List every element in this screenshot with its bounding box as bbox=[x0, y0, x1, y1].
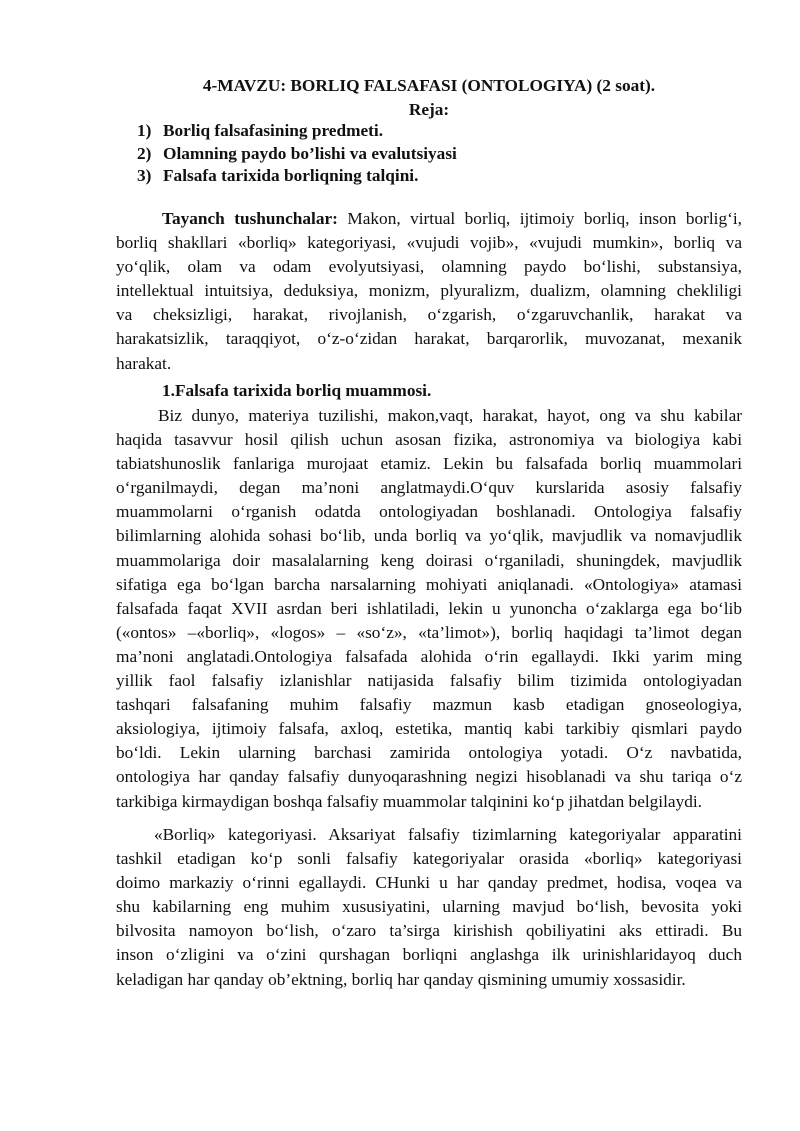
paragraph-line: ma’noni anglatadi.Ontologiya falsafada alohida o‘rin egallaydi. Ikki yarim ming bbox=[116, 646, 742, 666]
paragraph-line: tarkibiga kirmaydigan boshqa falsafiy muammolar talqinini ko‘p jihatdan belgilaydi. bbox=[116, 791, 702, 811]
keywords-line: yo‘qlik, olam va odam evolyutsiyasi, olamning paydo bo‘lishi, substansiya, bbox=[116, 257, 742, 277]
plan-item bbox=[137, 165, 457, 188]
paragraph-line: muammolarni o‘rganish odatda ontologiyadan boshlanadi. Ontologiya falsafiy bbox=[116, 502, 742, 522]
paragraph-line: bilvosita namoyon bo‘lish, o‘zaro ta’sirga kirishish qobiliyatini aks ettiradi. Bu bbox=[116, 921, 742, 941]
keywords-line: harakat. bbox=[116, 353, 172, 373]
plan-item bbox=[137, 143, 457, 166]
plan-list bbox=[137, 120, 457, 188]
keywords-label: Tayanch tushunchalar: bbox=[162, 209, 338, 228]
keywords-line: intellektual intuitsiya, deduksiya, monizm, plyuralizm, dualizm, olamning chekliligi bbox=[116, 281, 742, 301]
keywords-paragraph bbox=[116, 207, 742, 376]
keywords-text: Makon, virtual borliq, ijtimoiy borliq, inson borlig‘i, bbox=[337, 209, 742, 228]
paragraph-line: Biz dunyo, materiya tuzilishi, makon,vaqt, harakat, hayot, ong va shu kabilar bbox=[158, 406, 742, 425]
paragraph-line: keladigan har qanday ob’ektning, borliq har qanday qismining umumiy xossasidir. bbox=[116, 969, 686, 989]
paragraph-line: tabiatshunoslik fanlariga murojaat etamiz. Lekin bu falsafada borliq muammolari bbox=[116, 454, 742, 474]
paragraph-line: haqida tasavvur hosil qilish uchun asosan fizika, astronomiya va biologiya kabi bbox=[116, 430, 742, 450]
keywords-line: harakatsizlik, taraqqiyot, o‘z-o‘zidan harakat, barqarorlik, muvozanat, mexanik bbox=[116, 329, 742, 349]
page-title: 4-MAVZU: BORLIQ FALSAFASI (ONTOLOGIYA) (2 soat). bbox=[202, 76, 656, 95]
paragraph-line: ontologiya har qanday falsafiy dunyoqarashning negizi hisoblanadi va shu tariqa o‘z bbox=[116, 767, 742, 787]
plan-item-number: 1) bbox=[137, 121, 152, 140]
paragraph-line: falsafada faqat XVII asrdan beri ishlatiladi, lekin u yunoncha o‘zaklarga ega bo‘lib bbox=[116, 598, 742, 618]
paragraph-line: shu kabilarning eng muhim xususiyatini, ularning mavjud bo‘lish, bevosita yoki bbox=[116, 897, 742, 917]
plan-item-text: Falsafa tarixida borliqning talqini. bbox=[163, 166, 419, 185]
paragraph-line: bo‘ldi. Lekin ularning barchasi zamirida ontologiya yotadi. O‘z navbatida, bbox=[116, 743, 742, 763]
paragraph-line: sifatiga ega bo‘lgan barcha narsalarning mohiyati aniqlanadi. «Ontologiya» atamasi bbox=[116, 574, 742, 594]
paragraph-line: bilimlarning alohida sohasi bo‘lib, unda borliq va yo‘qlik, mavjudlik va nomavjudlik bbox=[116, 526, 742, 546]
plan-item-text: Borliq falsafasining predmeti. bbox=[163, 121, 384, 140]
plan-heading: Reja: bbox=[408, 100, 450, 119]
paragraph-line: doimo markaziy o‘rinni egallaydi. CHunki u har qanday predmet, hodisa, voqea va bbox=[116, 873, 742, 893]
plan-item-text: Olamning paydo bo’lishi va evalutsiyasi bbox=[163, 143, 457, 163]
paragraph-line: tashqari falsafaning muhim falsafiy mazmun kasb etadigan gnoseologiya, bbox=[116, 695, 742, 715]
plan-item bbox=[137, 120, 457, 143]
plan-item-number: 3) bbox=[137, 166, 152, 185]
plan-item-number: 2) bbox=[137, 143, 152, 163]
keywords-line: borliq shakllari «borliq» kategoriyasi, «vujudi vojib», «vujudi mumkin», borliq va bbox=[116, 233, 742, 253]
paragraph-line: yillik faol falsafiy izlanishlar natijasida falsafiy bilim tizimida ontologiyadan bbox=[116, 671, 742, 691]
paragraph-line: tashkil etadigan ko‘p sonli falsafiy kategoriyalar orasida «borliq» kategoriyasi bbox=[116, 849, 742, 869]
paragraph-line: aksiologiya, ijtimoiy falsafa, axloq, estetika, mantiq kabi tarkibiy qismlari paydo bbox=[116, 719, 742, 739]
paragraph-line: «Borliq» kategoriyasi. Aksariyat falsafiy tizimlarning kategoriyalar apparatini bbox=[154, 825, 742, 844]
section-paragraph bbox=[116, 404, 742, 814]
section-heading: 1.Falsafa tarixida borliq muammosi. bbox=[162, 381, 432, 400]
keywords-line bbox=[116, 207, 742, 231]
section-paragraph bbox=[116, 823, 742, 992]
paragraph-line: inson o‘zligini va o‘zini qurshagan borliqni anglashga ilk urinishlaridayoq duch bbox=[116, 945, 742, 965]
paragraph-line: muammolariga doir masalalarning keng doirasi o‘rganiladi, shuningdek, mavjudlik bbox=[116, 550, 742, 570]
paragraph-line: («ontos» –«borliq», «logos» – «so‘z», «ta’limot»), borliq haqidagi ta’limot degan bbox=[116, 622, 742, 642]
keywords-line: va cheksizligi, harakat, rivojlanish, o‘zgarish, o‘zgaruvchanlik, harakat va bbox=[116, 305, 742, 325]
paragraph-line: o‘rganilmaydi, degan ma’noni anglatmaydi.O‘quv kurslarida asosiy falsafiy bbox=[116, 478, 742, 498]
